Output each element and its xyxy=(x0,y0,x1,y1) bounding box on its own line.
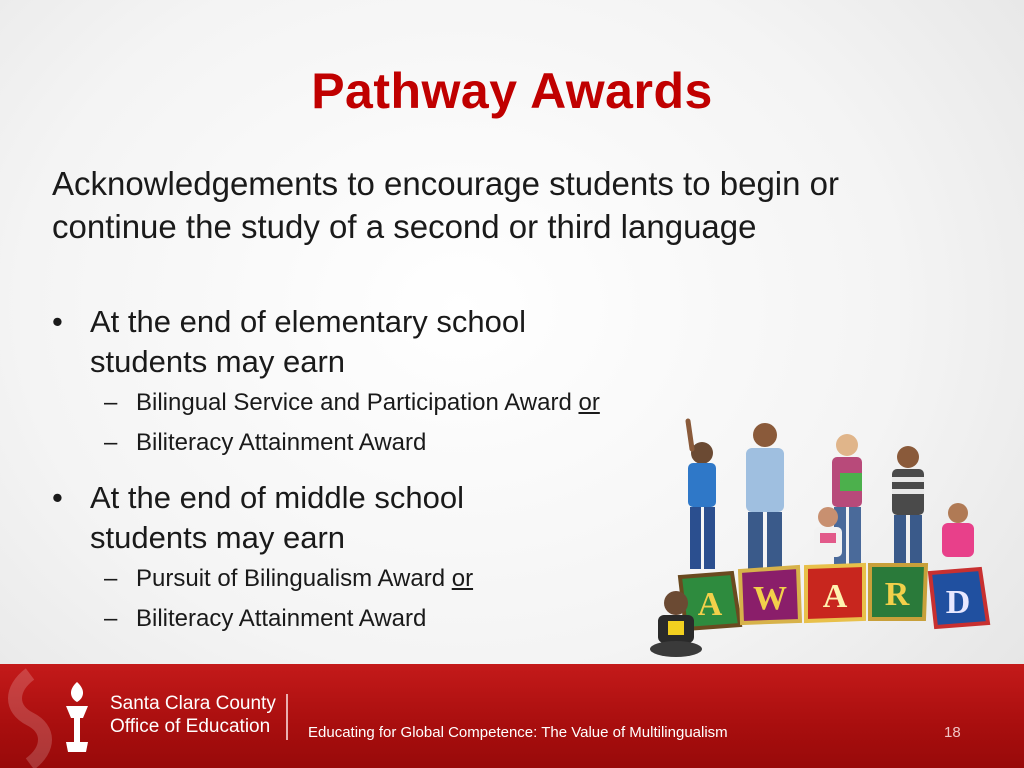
sub-text: Biliteracy Attainment Award xyxy=(136,605,427,632)
sub-item xyxy=(104,388,600,418)
sub-text: Biliteracy Attainment Award xyxy=(136,429,427,456)
slide-title: Pathway Awards xyxy=(311,63,713,119)
bullet-dot: • xyxy=(52,480,63,515)
block-d xyxy=(930,569,988,627)
block-w xyxy=(740,567,800,623)
page-number: 18 xyxy=(944,724,961,741)
sub-item xyxy=(104,564,473,594)
child-figure xyxy=(746,423,784,590)
child-figure xyxy=(942,503,974,557)
footer-divider xyxy=(286,694,288,740)
award-kids-illustration xyxy=(640,415,1000,660)
footer-bar xyxy=(0,664,1024,768)
bullet-line-2: students may earn xyxy=(90,344,346,379)
block-a2 xyxy=(806,565,864,621)
sub-text: Bilingual Service and Participation Award xyxy=(136,389,572,416)
child-figure xyxy=(688,421,716,569)
bullet-line-2: students may earn xyxy=(90,520,346,555)
sub-item xyxy=(104,604,426,634)
block-letter: D xyxy=(945,584,971,621)
sub-dash: – xyxy=(104,565,118,592)
org-line-1: Santa Clara County xyxy=(110,693,276,714)
lead-paragraph: Acknowledgements to encourage students to begin or continue the study of a second or third language xyxy=(52,165,840,245)
sub-or: or xyxy=(451,565,474,592)
block-letter: A xyxy=(697,586,723,623)
child-figure xyxy=(892,446,924,575)
org-name xyxy=(110,692,276,738)
org-line-2: Office of Education xyxy=(110,716,271,737)
bullet-line-1: At the end of elementary school xyxy=(90,304,526,339)
block-letter: A xyxy=(822,578,848,615)
block-letter: R xyxy=(884,576,910,613)
sub-dash: – xyxy=(104,429,118,456)
torch-logo-icon xyxy=(58,680,96,756)
sub-text: Pursuit of Bilingualism Award xyxy=(136,565,446,592)
sub-item xyxy=(104,428,426,458)
sub-dash: – xyxy=(104,389,118,416)
block-letter: W xyxy=(753,580,787,617)
bullet-line-1: At the end of middle school xyxy=(90,480,464,515)
footer-tagline: Educating for Global Competence: The Value of Multilingualism xyxy=(308,724,728,741)
sub-dash: – xyxy=(104,605,118,632)
block-r xyxy=(870,565,926,619)
bullet-dot: • xyxy=(52,304,63,339)
sub-or: or xyxy=(578,389,600,416)
